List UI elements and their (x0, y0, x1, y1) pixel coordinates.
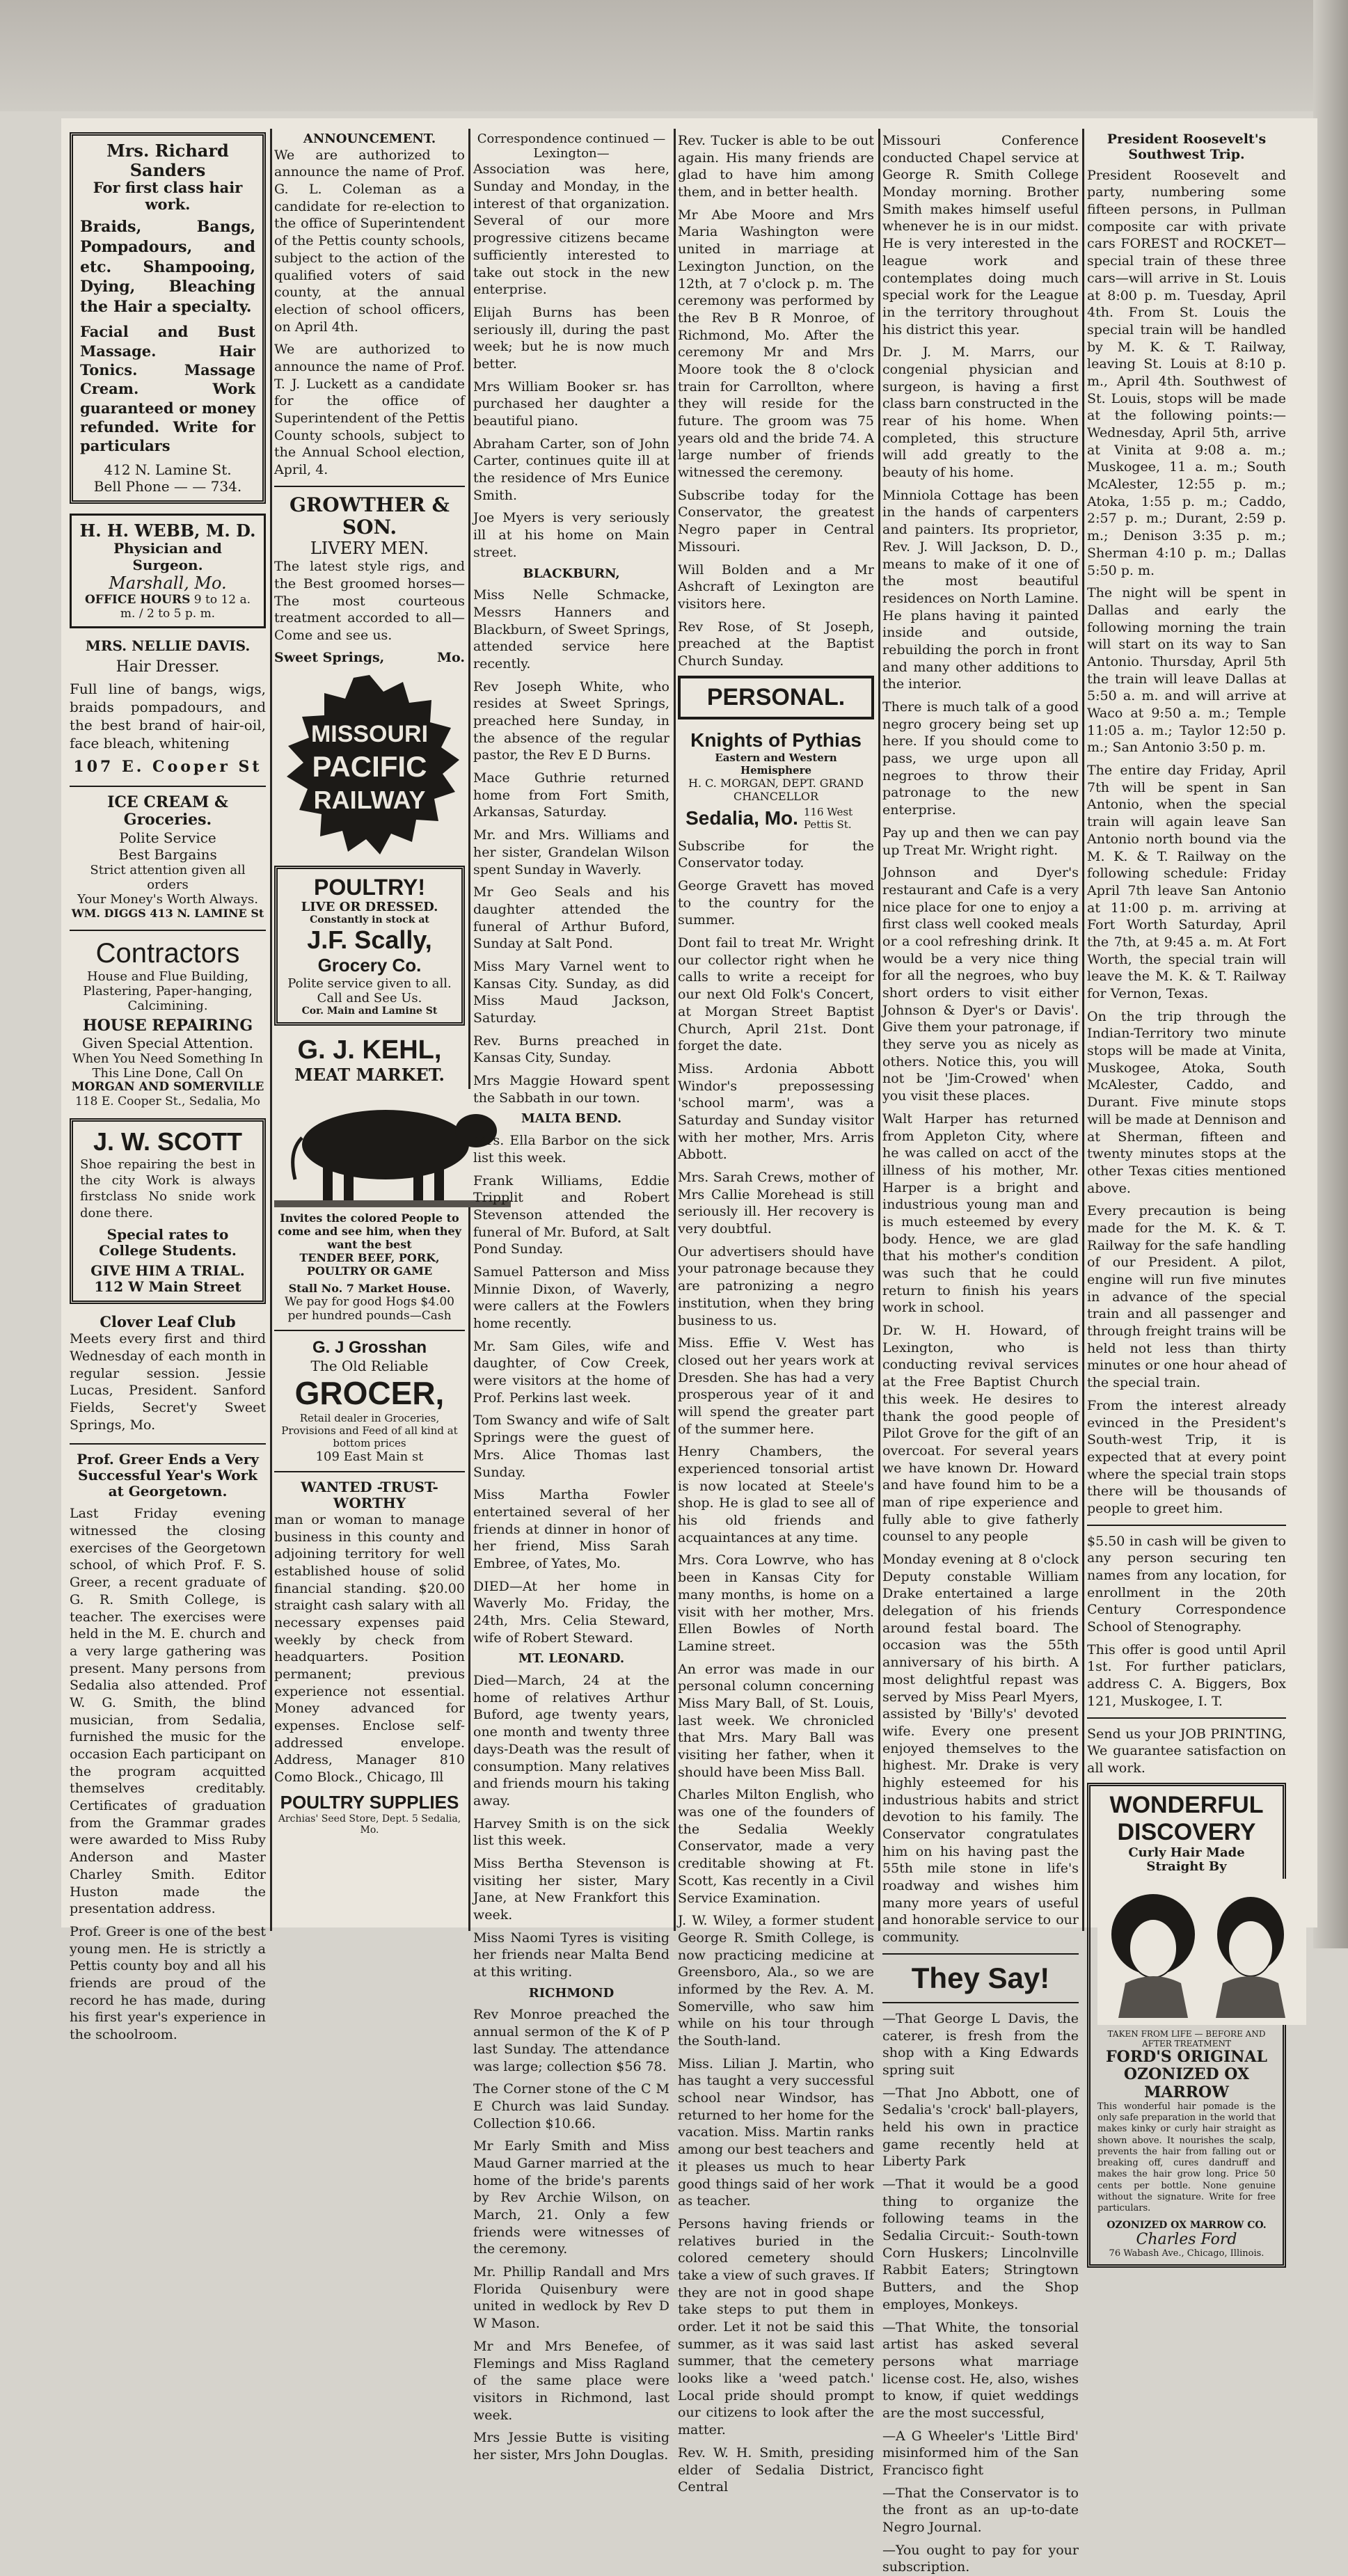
scally-co: Grocery Co. (317, 955, 422, 976)
contractors-address: 118 E. Cooper St., Sedalia, Mo (75, 1094, 260, 1108)
blackburn-p4: Mr. and Mrs. Williams and her sister, Grandelan Wilson spent Sunday in Waverly. (473, 827, 669, 877)
c4-q6: Our advertisers should have your patronage because they are patronizing a negro institution, when they bring business to us. (678, 1243, 874, 1328)
missouri-pacific-logo (276, 672, 463, 860)
malta-p7: DIED—At her home in Waverly Mo. Friday, the 24th, Mrs. Celia Steward, wife of Robert Steward. (473, 1578, 669, 1646)
contractors-ad (70, 938, 266, 1108)
scan-border-top (0, 0, 1348, 111)
sanders-address: 412 N. Lamine St. (104, 461, 232, 478)
c5-p5: Pay up and then we can pay up Treat Mr. Wright right. (882, 825, 1079, 858)
kop-sub: Eastern and Western Hemisphere (715, 751, 837, 777)
blackburn-p7: Rev. Burns preached in Kansas City, Sunday. (473, 1033, 669, 1066)
column-3 (473, 132, 669, 2463)
scott-body: Shoe repairing the best in the city Work is always firstclass No snide work done there. (80, 1156, 255, 1221)
grosshan-ad (274, 1338, 465, 1464)
roosevelt-p6: From the interest already evinced in the President's South-west Trip, it is expected that at every point where the special train stops there will be thousands of people to greet him. (1087, 1397, 1286, 1516)
davis-name: MRS. NELLIE DAVIS. (85, 637, 251, 655)
scally-stock: Constantly in stock at (310, 914, 429, 926)
lex-p5: Joe Myers is very seriously ill at his home on Main street. (473, 510, 669, 560)
sanders-body: Braids, Bangs, Pompadours, and etc. Shampooing, Dying, Bleaching the Hair a specialty. (80, 218, 255, 316)
c4-q10: An error was made in our personal column concerning Miss Mary Ball, of St. Louis, last week. We chronicled that Mrs. Mary Ball was visiting her father, when it should have been Miss Ball. (678, 1661, 874, 1780)
grosshan-old: The Old Reliable (310, 1357, 429, 1374)
diggs-line2: Best Bargains (118, 845, 217, 863)
grosshan-body: Retail dealer in Groceries, Provisions and Feed of all kind at bottom prices (281, 1411, 458, 1449)
richmond-p5: Mr and Mrs Benefee, of Flemings and Miss Ragland of the same place were visitors in Richmond, last week. (473, 2338, 669, 2423)
kehl-name: G. J. KEHL, (297, 1035, 442, 1065)
lex-p4: Abraham Carter, son of John Carter, continues quite ill at the residence of Mrs Eunice Smith. (473, 436, 669, 503)
scally-addr: Cor. Main and Lamine St (301, 1005, 438, 1017)
clover-notice (70, 1314, 266, 1433)
roosevelt-p5: Every precaution is being made for the M. K. & T. Railway for the safe handling of our President. A pilot, engine will run five minutes in advance of the special train and all passenger and through freight trains will be held not less than thirty minutes or one hour ahead of the special train. (1087, 1203, 1286, 1391)
they-say-title: They Say! (911, 1961, 1050, 1994)
richmond-p3: Mr Early Smith and Miss Maud Garner married at the home of the bride's parents by Rev Archie Wilson, on March, 21. Only a few friends were witnesses of the ceremony. (473, 2138, 669, 2257)
kop-chancellor: H. C. MORGAN, DEPT. GRAND CHANCELLOR (688, 776, 864, 803)
lex-p2: Elijah Burns has been seriously ill, during the past week; but he is now much better. (473, 304, 669, 372)
kop-city: Sedalia, Mo. (685, 806, 798, 829)
divider (70, 1443, 266, 1445)
supplies-body: Archias' Seed Store, Dept. 5 Sedalia, Mo. (278, 1813, 461, 1836)
contractors-given: Given Special Attention. (82, 1035, 253, 1051)
roosevelt-title: President Roosevelt's Southwest Trip. (1107, 132, 1267, 162)
leonard-p3: Miss Bertha Stevenson is visiting her sister, Mary Jane, at New Frankfort this week. (473, 1855, 669, 1923)
c4-p4: Will Bolden and a Mr Ashcraft of Lexington are visitors here. (678, 562, 874, 612)
column-rule (1082, 129, 1084, 1931)
correspondence-head: Correspondence continued —Lexington— (477, 132, 666, 161)
c4-q8: Henry Chambers, the experienced tonsorial artist is now located at Steele's shop. He is glad to see all of his old friends and acquaintances at any time. (678, 1444, 874, 1545)
diggs-ad (70, 794, 266, 920)
c4-q11: Charles Milton English, who was one of the founders of the Sedalia Weekly Conservator, made a very creditable showing at Ft. Scott, Kas recently in a Civil Service Examination. (678, 1787, 874, 1906)
blackburn-p6: Miss Mary Varnel went to Kansas City. Sunday, as did Miss Maud Jackson, Saturday. (473, 958, 669, 1026)
ad-address: 76 Wabash Ave., Chicago, Illinois. (1109, 2248, 1264, 2259)
ad-brand: FORD'S ORIGINAL (1106, 2047, 1267, 2066)
blackburn-head: BLACKBURN, (523, 566, 620, 581)
divider (70, 930, 266, 931)
malta-head: MALTA BEND. (521, 1111, 622, 1127)
personal-title: PERSONAL. (706, 683, 846, 710)
c4-q2: George Gravett has moved to the country for the summer. (678, 878, 874, 928)
they-say-3: —That it would be a good thing to organize the following teams in the Sedalia Circuit:- South-town Corn Huskers; Lincolnville Rabbit Eaters; Stringtown Butters, and the Shop employes, Monkeys. (882, 2177, 1079, 2312)
column-4 (678, 132, 874, 2495)
ad-subtitle: Curly Hair Made Straight By (1128, 1845, 1245, 1875)
c4-p2: Mr Abe Moore and Mrs Maria Washington were united in marriage at Lexington Junction, on the 12th, at 7 o'clock p. m. The ceremony was performed by the Rev B R Monroe, of Richmond, Mo. After the ceremony Mr and Mrs Moore took the 8 o'clock train for Carrollton, where they will reside for the future. The groom was 75 years old and the bride 74. A large number of friends witnessed the ceremony. (678, 207, 874, 481)
scally-polite: Polite service given to all. Call and See Us. (287, 976, 452, 1006)
malta-p5: Tom Swancy and wife of Salt Springs were the guest of Mrs. Alice Thomas last Sunday. (473, 1413, 669, 1480)
divider (274, 1471, 465, 1472)
announce-title: ANNOUNCEMENT. (303, 132, 436, 146)
growther-place: Sweet Springs, (274, 649, 385, 665)
davis-body: Full line of bangs, wigs, braids pompadours, and the best brand of hair-oil, face bleach, whitening (70, 681, 266, 752)
column-5 (882, 132, 1079, 2575)
roosevelt-p3: The entire day Friday, April 7th will be spent in San Antonio, when the special train will again leave San Antonio north bound via the M. K. & T. Railway on the following schedule: Friday April 7th leave San Antonio at 11:00 p. m. arriving at Fort Worth Saturday, April the 7th, at 9:45 a. m. At Fort Worth, the special train will leave the M. K. & T. Railway for Vernon, Texas. (1087, 763, 1286, 1001)
greer-p1: Last Friday evening witnessed the closing exercises of the Georgetown school, of which Prof. F. S. Greer, a recent graduate of G. R. Smith College, is teacher. The exercises were held in the M. E. church and a very large gathering was present. Many persons from Sedalia also attended. Prof W. G. Smith, the blind musician, from Sedalia, furnished the music for the occasion Each participant on the program acquitted themselves creditably. Certificates of graduation from the Grammar grades were awarded to Miss Ruby Anderson and Master Charley Smith. Editor Huston made the presentation address. (70, 1506, 266, 1917)
davis-trade: Hair Dresser. (116, 658, 220, 676)
column-rule (468, 129, 470, 1931)
leonard-p2: Harvey Smith is on the sick list this week. (473, 1815, 669, 1849)
column-6 (1087, 132, 1286, 2259)
grosshan-addr: 109 East Main st (315, 1449, 424, 1464)
leonard-p1: Died—March, 24 at the home of relatives Arthur Buford, age twenty years, one month and twenty three days-Death was the result of consumption. Many relatives and friends mourn his taking away. (473, 1673, 669, 1808)
richmond-p4: Mr. Phillip Randall and Mrs Florida Quisenbury were united in wedlock by Rev D W Mason. (473, 2264, 669, 2332)
webb-title: Physician and Surgeon. (113, 540, 222, 574)
lex-p1: Association was here, Sunday and Monday, in the interest of that organization. Several of our more progressive citizens became sufficiently interested to take out stock in the new enterprise. (473, 161, 669, 298)
scott-rates: Special rates to College Students. (99, 1226, 237, 1259)
contractors-names: MORGAN AND SOMERVILLE (71, 1080, 264, 1094)
column-2 (274, 132, 465, 1927)
richmond-head: RICHMOND (528, 1985, 614, 2001)
they-say-4: —That White, the tonsorial artist has asked several persons what marriage license cost. He, also, wishes to know, if quiet weddings are the most successful, (882, 2319, 1079, 2421)
diggs-line4: Your Money's Worth Always. (77, 891, 258, 907)
sanders-body2: Facial and Bust Massage. Hair Tonics. Massage Cream. Work guaranteed or money refunded. Write for particulars (80, 323, 255, 455)
scally-poultry: POULTRY! (314, 874, 425, 900)
c5-p4: There is much talk of a good negro grocery being set up here. If you should come to pass, we urge upon all negroes to throw their patronage to the new enterprise. (882, 699, 1079, 818)
c4-p5: Rev Rose, of St Joseph, preached at the Baptist Church Sunday. (678, 619, 874, 669)
davis-address: 107 E. Cooper St (73, 758, 262, 777)
diggs-line5: WM. DIGGS 413 N. LAMINE St (71, 906, 264, 920)
c5-p9: Monday evening at 8 o'clock Deputy constable William Drake entertained a large delegation of his friends around festal board. The occasion was the 55th anniversary of his birth. A most delightful repast was served by Miss Pearl Myers, assisted by 'Billy's' devoted wife. Every one present enjoyed themselves to the highest. Mr. Drake is very highly esteemed for his industrious habits and strict devotion to his family. The Conservator congratulates him on his having past the 55th mile stone in life's roadway and wishes him many more years of useful and honorable service to our community. (882, 1552, 1079, 1946)
stenography-address: This offer is good until April 1st. For further paticlars, address C. A. Biggers, Box 121, Muskogee, I. T. (1087, 1641, 1286, 1709)
divider (1087, 1717, 1286, 1719)
kehl-trade: MEAT MARKET. (294, 1065, 445, 1086)
kehl-invite: Invites the colored People to come and see him, when they want the best (278, 1211, 461, 1251)
kehl-stall: Stall No. 7 Market House. (288, 1281, 451, 1295)
scally-live: LIVE OR DRESSED. (301, 899, 438, 914)
grosshan-grocer: GROCER, (294, 1374, 445, 1411)
c4-q12: J. W. Wiley, a former student George R. Smith College, is now practicing medicine at Greensboro, Ala., so we are informed by the Rev. A. M. Somerville, who saw him while on his tour through the South-land. (678, 1913, 874, 2049)
growther-trade: LIVERY MEN. (310, 539, 429, 559)
supplies-title: POULTRY SUPPLIES (280, 1791, 459, 1813)
clover-title: Clover Leaf Club (100, 1313, 236, 1331)
malta-p6: Miss Martha Fowler entertained several of her friends at dinner in honor of her friend, Miss Sarah Embree, of Yates, Mo. (473, 1487, 669, 1571)
c4-q9: Mrs. Cora Lowrve, who has been in Kansas City for many months, is home on a visit with her mother, Mrs. Ellen Bowles of North Lamine street. (678, 1552, 874, 1654)
c4-q7: Miss. Effie V. West has closed out her years work at Dresden. She has had a very prosperous year of it and will spend the greater part of the summer here. (678, 1335, 874, 1437)
contractors-title: Contractors (95, 937, 240, 969)
scott-trial: GIVE HIM A TRIAL. (90, 1262, 245, 1280)
they-say-2: —That Jno Abbott, one of Sedalia's 'crock' ball-players, held his own in practice game recently held at Liberty Park (882, 2085, 1079, 2170)
column-1 (70, 132, 266, 2042)
greer-p2: Prof. Greer is one of the best young men. He is strictly a Pettis county boy and all his friends are proud of the record he has made, during his first year's experience in the schoolroom. (70, 1923, 266, 2042)
contractors-when: When You Need Something In This Line Done, Call On (72, 1051, 263, 1081)
malta-p4: Mr. Sam Giles, wife and daughter, of Cow Creek, were visitors at the home of Prof. Perkins last week. (473, 1338, 669, 1406)
diggs-line3: Strict attention given all orders (90, 862, 246, 892)
ox-marrow-ad (1087, 1783, 1286, 2268)
kop-title: Knights of Pythias (690, 729, 862, 751)
c4-q4: Miss. Ardonia Abbott Windor's prepossessing 'school marm', was a Saturday and Sunday visitor with her mother, Mrs. Arris Abbott. (678, 1060, 874, 1163)
grosshan-name: G. J Grosshan (312, 1337, 427, 1357)
leonard-head: MT. LEONARD. (518, 1651, 625, 1667)
ad-maker: OZONIZED OX MARROW CO. (1107, 2220, 1267, 2232)
personal-banner (678, 676, 874, 719)
blackburn-p1: Miss Nelle Schmacke, Messrs Hanners and Blackburn, of Sweet Springs, attended service here recently. (473, 587, 669, 671)
contractors-body: House and Flue Building, Plastering, Paper-hanging, Calcimining. (83, 969, 253, 1013)
column-rule (878, 129, 880, 1931)
contractors-repair: HOUSE REPAIRING (82, 1016, 253, 1035)
ad-title-1: WONDERFUL (1109, 1791, 1264, 1818)
sanders-phone: Bell Phone — — 734. (93, 477, 242, 495)
c4-p1: Rev. Tucker is able to be out again. His many friends are glad to have him among them, and in better health. (678, 133, 874, 200)
ad-caption: TAKEN FROM LIFE — BEFORE AND AFTER TREATMENT (1107, 2028, 1266, 2049)
c5-p6: Johnson and Dyer's restaurant and Cafe is a very nice place for one to enjoy a first class well cooked meals or a cool refreshing drink. It would be a very nice thing for all the negroes, who buy short orders to visit either Johnson & Dyer's or Davis'. Give them your patronage, if they serve you as nicely as others. Notice this, you will not be 'Jim-Crowed' when you visit these places. (882, 865, 1079, 1104)
richmond-p2: The Corner stone of the C M E Church was laid Sunday. Collection $10.66. (473, 2081, 669, 2131)
roosevelt-p2: The night will be spent in Dallas and early the following morning the train will start on its way to San Antonio. Thursday, April 5th the train will leave Dallas at 5:50 a. m. and will arrive at Waco at 9:50 a. m.; Temple 11:05 a. m.; Taylor 12:50 p. m.; San Antonio 3:50 p. m. (1087, 585, 1286, 756)
roosevelt-p4: On the trip through the Indian-Territory two minute stops will be made at Vinita, Muskogee, Atoka, South McAlester, Caddo, and Durant. Five minute stops will be made at Dennison and at Sherman, fifteen and twenty minutes stops at the other Texas cities mentioned above. (1087, 1008, 1286, 1196)
kehl-ad (274, 1035, 465, 1323)
c4-q5: Mrs. Sarah Crews, mother of Mrs Callie Morehead is still seriously ill. Her recovery is very doubtful. (678, 1170, 874, 1237)
divider (70, 786, 266, 787)
divider (882, 2002, 1079, 2003)
growther-name: GROWTHER & SON. (290, 493, 450, 539)
stenography-offer: $5.50 in cash will be given to any person securing ten names from any location, for enrollment in the 20th Century Correspondence School of Stenography. (1087, 1533, 1286, 1635)
announce-2: We are authorized to announce the name of Prof. T. J. Luckett as a candidate for the office of Superintendent of the Pettis County schools, subject to the Annual School election, April, 4. (274, 342, 465, 478)
before-after-portraits (1097, 1879, 1306, 2025)
scott-name: J. W. SCOTT (93, 1127, 242, 1156)
scott-ad (70, 1118, 266, 1305)
richmond-p1: Rev Monroe preached the annual sermon of the K of P last Sunday. The attendance was large; collection $56 78. (473, 2007, 669, 2074)
kop-address: 116 West Pettis St. (803, 805, 853, 831)
scott-address: 112 W Main Street (94, 1278, 241, 1296)
ad-brand-2: OZONIZED OX MARROW (1123, 2065, 1250, 2101)
c4-q3: Dont fail to treat Mr. Wright our collector right when he calls to write a receipt for our next Old Folk's Concert, at Morgan Street Baptist Church, April 21st. Dont forget the date. (678, 935, 874, 1054)
they-say-6: —That the Conservator is to the front as an up-to-date Negro Journal. (882, 2485, 1079, 2536)
sanders-ad (70, 132, 266, 504)
kehl-products: TENDER BEEF, PORK, POULTRY OR GAME (299, 1250, 440, 1278)
ad-title-2: DISCOVERY (1117, 1818, 1256, 1845)
they-say-5: —A G Wheeler's 'Little Bird' misinformed him of the San Francisco fight (882, 2428, 1079, 2478)
supplies-ad (274, 1792, 465, 1836)
c4-q15: Rev. W. H. Smith, presiding elder of Sedalia District, Central (678, 2444, 874, 2495)
logo-line1: MISSOURI (310, 720, 429, 747)
ad-signature: Charles Ford (1136, 2231, 1237, 2249)
kehl-pay: We pay for good Hogs $4.00 per hundred pounds—Cash (284, 1294, 454, 1323)
divider (882, 1953, 1079, 1955)
growther-body: The latest style rigs, and the Best groomed horses—The most courteous treatment accorded to all—Come and see us. (274, 559, 465, 643)
growther-state: Mo. (437, 649, 465, 665)
logo-line2: PACIFIC (312, 749, 427, 783)
lex-p3: Mrs William Booker sr. has purchased her daughter a beautiful piano. (473, 379, 669, 429)
blackburn-p2: Rev Joseph White, who resides at Sweet Springs, preached here Sunday, in the absence of the regular pastor, the Rev E D Burns. (473, 678, 669, 763)
logo-line3: RAILWAY (313, 785, 426, 814)
c4-q14: Persons having friends or relatives buried in the colored cemetery should take a view of such graves. If they are not in good shape take steps to put them in order. Let it not be said this summer, as it was said last summer, that the cemetery looks like a 'weed patch.' Local pride should prompt our citizens to look after the matter. (678, 2216, 874, 2438)
ad-body: This wonderful hair pomade is the only safe preparation in the world that makes kinky or curly hair straight as shown above. It nourishes the scalp, prevents the hair from falling out or breaking off, cures dandruff and makes the hair grow long. Price 50 cents per bottle. None genuine without the signature. Write for free particulars. (1097, 2101, 1276, 2214)
davis-ad (70, 638, 266, 776)
webb-hours: 9 to 12 a. m. / 2 to 5 p. m. (120, 593, 251, 621)
c5-p3: Minniola Cottage has been in the hands of carpenters and painters. Its proprietor, Rev. J. Will Jackson, D. D., means to make of it one of the most beautiful residences on North Lamine. He plans having it painted inside and outside, rebuilding the porch in front and many other additions to the interior. (882, 487, 1079, 692)
malta-p2: Frank Williams, Eddie Tripplit and Robert Stevenson attended the funeral of Mr. Buford, at Salt Pond Sunday. (473, 1172, 669, 1257)
c4-q1: Subscribe for the Conservator today. (678, 838, 874, 871)
webb-place: Marshall, Mo. (109, 573, 227, 594)
they-say-1: —That George L Davis, the caterer, is fresh from the shop with a King Edwards spring suit (882, 2010, 1079, 2078)
c5-p2: Dr. J. M. Marrs, our congenial physician and surgeon, is having a first class barn constructed in the rear of his home. When completed, this structure will add greatly to the beauty of his home. (882, 344, 1079, 481)
job-printing: Send us your JOB PRINTING, We guarantee satisfaction on all work. (1087, 1726, 1286, 1776)
blackburn-p8: Mrs Maggie Howard spent the Sabbath in our town. (473, 1073, 669, 1106)
divider (274, 1330, 465, 1331)
sanders-title: Mrs. Richard Sanders (106, 141, 229, 180)
wanted-title: WANTED -TRUST-WORTHY (301, 1478, 438, 1511)
c5-p7: Walt Harper has returned from Appleton City, where he was called on acct of the illness of his mother, Mr. Harper is a bright and industrious young man and is much esteemed by every body. Hence, we are glad that his mother's condition was such that he could return to finish his years work in school. (882, 1111, 1079, 1316)
kop-card (678, 729, 874, 831)
sanders-subtitle: For first class hair work. (93, 179, 243, 214)
wanted-body: man or woman to manage business in this county and adjoining territory for well established house of solid financial standing. $20.00 straight cash salary with all necessary expenses paid weekly by check from headquarters. Position permanent; previous experience not essential. Money advanced for expenses. Enclose self-addressed envelope. Address, Manager 810 Como Block., Chicago, Ill (274, 1511, 465, 1786)
leonard-p4: Miss Naomi Tyres is visiting her friends near Malta Bend at this writing. (473, 1930, 669, 1980)
c5-p8: Dr. W. H. Howard, of Lexington, who is conducting revival services at the Free Baptist Church this week. He desires to thank the good people of Pilot Grove for the gift of an overcoat. For several years we have known Dr. Howard and have found him to be a man of ripe experience and fully able to give fatherly counsel to any people (882, 1323, 1079, 1545)
malta-p1: Mrs. Ella Barbor on the sick list this week. (473, 1133, 669, 1166)
column-rule (270, 129, 272, 1931)
greer-title: Prof. Greer Ends a Very Successful Year's Work at Georgetown. (77, 1451, 259, 1500)
malta-p3: Samuel Patterson and Miss Minnie Dixon, of Waverly, were callers at the Fowlers home recently. (473, 1264, 669, 1331)
they-say-7: —You ought to pay for your subscription. (882, 2542, 1079, 2575)
webb-card (70, 514, 266, 629)
richmond-p6: Mrs Jessie Butte is visiting her sister, Mrs John Douglas. (473, 2430, 669, 2463)
c4-q13: Miss. Lilian J. Martin, who has taught a very successful school near Windsor, has returned to her home for the vacation. Miss. Martin ranks among our best teachers and it pleases us much to hear good things said of her work as teacher. (678, 2056, 874, 2209)
wanted-ad (274, 1479, 465, 1786)
scally-ad (274, 866, 465, 1026)
announce-1: We are authorized to announce the name of Prof. G. L. Coleman as a candidate for re-election to the office of Superintendent of the Pettis county schools, subject to the action of the qualified voters of said county, at the annual election of school officers, on April 4th. (274, 147, 465, 335)
clover-body: Meets every first and third Wednesday of each month in regular session. Jessie Lucas, President. Sanford Fields, Secret'y Sweet Springs, Mo. (70, 1331, 266, 1433)
divider (274, 486, 465, 487)
webb-hours-label: OFFICE HOURS (84, 593, 191, 607)
c4-p3: Subscribe today for the Conservator, the greatest Negro paper in Central Missouri. (678, 487, 874, 555)
blackburn-p5: Mr Geo Seals and his daughter attended the funeral of Arthur Buford, Sunday at Salt Pond. (473, 884, 669, 952)
growther-ad (274, 494, 465, 665)
diggs-title: ICE CREAM & Groceries. (107, 793, 228, 829)
c5-p1: Missouri Conference conducted Chapel service at George R. Smith College Monday morning. Brother Smith makes himself useful whenever he is in our midst. He is very interested in the league work and contemplates doing much special work for the League in the territory throughout his district this year. (882, 133, 1079, 337)
roosevelt-p1: President Roosevelt and party, numbering some fifteen persons, in Pullman composite car with private cars FOREST and ROCKET— special train of these three cars—will arrive in St. Louis at 8:00 p. m. Tuesday, April 4th. From St. Louis the special train will be handled by M. K. & T. Railway, leaving St. Louis at 8:10 p. m., April 4th. Southwest of St. Louis, stops will be made at the following points:—Wednesday, April 5th, arrive at Vinita at 9:08 a. m.; Muskogee, 11 a. m.; South McAlester, 12:55 p. m.; Atoka, 1:55 p. m.; Caddo, 2:57 p. m.; Durant, 2:59 p. m.; Denison 3:35 p. m.; Sherman 4:10 p. m.; Dallas 5:50 p. m. (1087, 167, 1286, 578)
scally-name: J.F. Scally, (307, 925, 432, 955)
divider (1087, 1525, 1286, 1526)
diggs-line1: Polite Service (119, 829, 216, 846)
blackburn-p3: Mace Guthrie returned home from Fort Smith, Arkansas, Saturday. (473, 770, 669, 820)
greer-article (70, 1452, 266, 2043)
webb-name: H. H. WEBB, M. D. (79, 520, 256, 541)
column-rule (674, 129, 676, 1931)
scan-border-right (1313, 0, 1348, 1948)
